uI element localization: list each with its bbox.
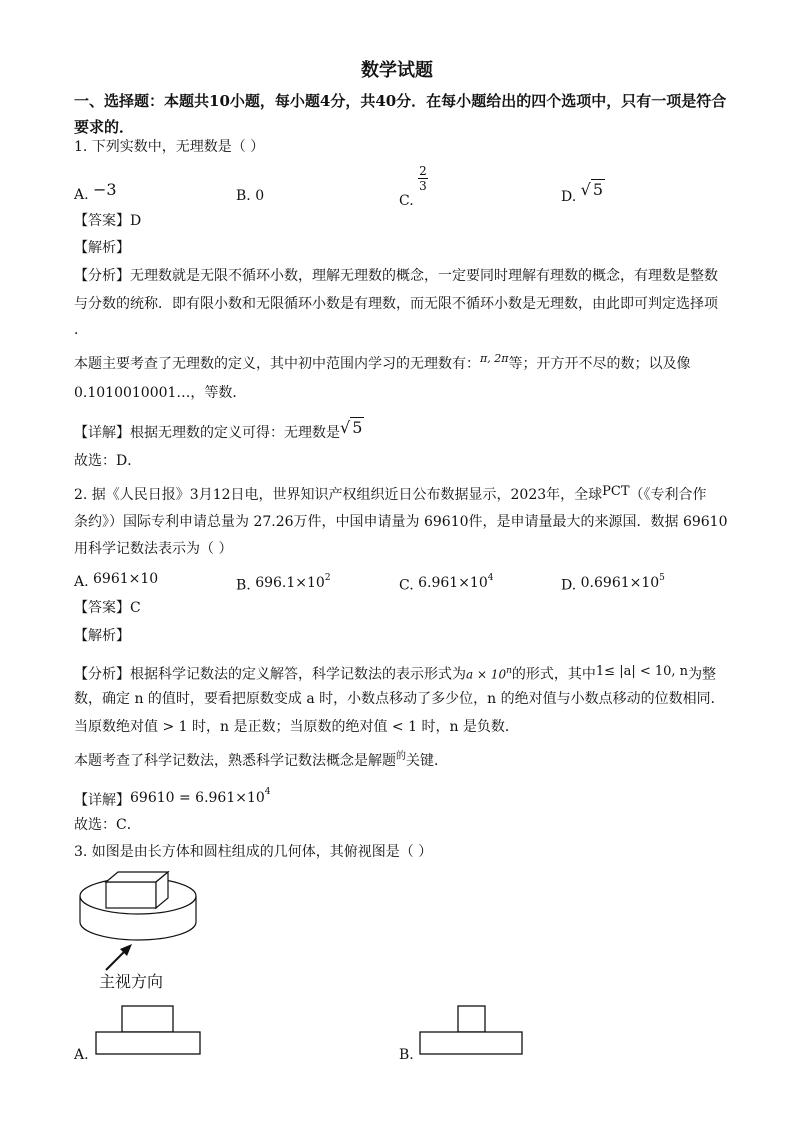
q1-option-a-label: A.: [74, 187, 89, 203]
q1-note-1: [74, 354, 690, 375]
q1-option-c-label: C.: [399, 192, 414, 209]
q2-choose: 故选：C．: [74, 817, 141, 833]
q1-option-c-numerator: 2: [419, 164, 427, 178]
q2-stem-1-c: （《专利合作: [629, 487, 707, 503]
q2-option-d-label: D.: [561, 577, 577, 594]
q3-option-a-label[interactable]: A.: [74, 1047, 89, 1063]
q2-analysis-1-c: 的形式，其中: [511, 666, 596, 683]
q1-option-d-sqrt: √ 5: [580, 180, 604, 199]
q1-detail-text: 【详解】根据无理数的定义可得：无理数是: [74, 425, 340, 441]
q2-stem-1: [74, 485, 707, 506]
q1-detail-sqrt: √ 5: [340, 418, 363, 437]
q2-analysis-2: 数，确定 n 的值时，要看把原数变成 a 时，小数点移动了多少位，n 的绝对值与小数点移动的位数相同．: [74, 691, 725, 707]
q1-option-c[interactable]: [399, 164, 428, 209]
q2-option-b-exponent: 2: [324, 573, 331, 583]
q1-option-d-radicand: 5: [592, 180, 604, 199]
q2-option-a-value: 6961×10: [93, 571, 159, 587]
q1-stem: 1. 下列实数中，无理数是（ ）: [74, 139, 265, 155]
q1-option-a-value: −3: [93, 180, 117, 199]
q2-detail-formula: 69610 = 6.961×10: [130, 789, 265, 806]
q2-option-c[interactable]: [399, 572, 493, 596]
q2-answer: 【答案】C: [74, 600, 141, 616]
q1-option-b-label: B.: [236, 188, 251, 204]
q1-option-b[interactable]: [236, 186, 264, 206]
q2-analysis-1-formula: a × 10: [466, 667, 507, 682]
q3-option-a-figure[interactable]: [94, 1004, 204, 1056]
q2-detail-label: 【详解】: [74, 792, 130, 809]
q2-note: [74, 751, 448, 773]
q2-stem-2: 条约》）国际专利申请总量为 27.26万件，中国申请量为 69610件，是申请量最大的来源国．数据 69610: [74, 514, 728, 530]
q3-solid-figure: [70, 866, 210, 956]
q2-option-c-exponent: 4: [487, 573, 494, 583]
q2-stem-3: 用科学记数法表示为（ ）: [74, 541, 233, 557]
q2-option-a-label: A.: [74, 574, 89, 590]
q1-answer: 【答案】D: [74, 213, 142, 229]
q1-detail-radicand: 5: [352, 418, 363, 437]
q2-option-c-label: C.: [399, 577, 414, 594]
q2-analysis-1-e: 为整: [688, 666, 717, 683]
q2-option-b-label: B.: [236, 577, 251, 594]
q1-note-1-c: 等；开方开不尽的数；以及像: [508, 356, 691, 372]
q2-analysis-1: [74, 661, 716, 686]
q1-analysis-2: 与分数的统称．即有限小数和无限循环小数是有理数，而无限不循环小数是无理数，由此即可判定选择项: [74, 296, 718, 312]
q2-option-d[interactable]: [561, 572, 665, 596]
q1-option-b-value: 0: [255, 188, 265, 204]
q3-option-b-figure[interactable]: [418, 1004, 528, 1056]
q1-note-1-a: 本题主要考查了无理数的定义，其中初中范围内学习的无理数有：: [74, 356, 480, 372]
q3-view-arrow-icon: [100, 940, 140, 974]
q1-option-a[interactable]: [74, 180, 117, 205]
q2-stem-1-a: 2. 据《人民日报》3月12日电，世界知识产权组织近日公布数据显示，2023年，全球: [74, 487, 603, 503]
q1-option-c-denominator: 3: [419, 179, 427, 193]
q1-choose: 故选：D．: [74, 453, 142, 469]
q2-option-c-value: 6.961×10: [418, 574, 488, 591]
q1-analysis-1: 【分析】无理数就是无限不循环小数，理解无理数的概念，一定要同时理解有理数的概念，有理数是整数: [74, 268, 718, 284]
page-title: 数学试题: [361, 60, 433, 81]
q3-stem: 3. 如图是由长方体和圆柱组成的几何体，其俯视图是（ ）: [74, 844, 433, 860]
cylinder-bottom: [80, 922, 196, 940]
q2-option-d-exponent: 5: [659, 573, 665, 583]
q2-detail-exponent: 4: [264, 787, 271, 797]
q1-note-1-pi: π, 2π: [480, 352, 509, 365]
q2-analysis-3: 当原数绝对值 > 1 时，n 是正数；当原数的绝对值 < 1 时，n 是负数．: [74, 719, 519, 735]
q1-analysis-3: ．: [74, 322, 88, 338]
q1-option-c-fraction: [418, 164, 428, 193]
q2-detail: [74, 787, 271, 811]
q3-view-label: 主视方向: [99, 972, 164, 991]
q2-jiexi: 【解析】: [74, 628, 130, 644]
q1-detail: [74, 418, 364, 443]
q2-option-d-value: 0.6961×10: [580, 574, 660, 591]
q1-note-2: 0.1010010001…，等数．: [74, 385, 247, 401]
q2-option-a[interactable]: [74, 572, 158, 592]
q2-stem-1-pct: PCT: [602, 484, 630, 499]
q2-note-b: 关键．: [406, 753, 448, 769]
q2-analysis-1-formula-exp: n: [506, 666, 512, 676]
cuboid-front: [106, 882, 156, 908]
section-heading: 一、选择题：本题共10小题，每小题4分，共40分．在每小题给出的四个选项中，只有一项是符合要求的．: [74, 92, 727, 136]
q2-note-a: 本题考查了科学记数法，熟悉科学记数法概念是解题: [74, 753, 396, 769]
q2-analysis-1-range: 1≤ |a| < 10, n: [595, 663, 689, 679]
q3-option-b-label[interactable]: B.: [399, 1047, 414, 1063]
q1-option-d[interactable]: [561, 180, 605, 205]
q2-option-b-value: 696.1×10: [255, 574, 325, 591]
q1-option-d-label: D.: [561, 189, 577, 205]
q2-note-de: 的: [396, 751, 406, 762]
q2-option-b[interactable]: [236, 572, 331, 596]
q2-analysis-1-a: 【分析】根据科学记数法的定义解答，科学记数法的表示形式为: [74, 666, 466, 683]
q1-jiexi: 【解析】: [74, 240, 130, 256]
